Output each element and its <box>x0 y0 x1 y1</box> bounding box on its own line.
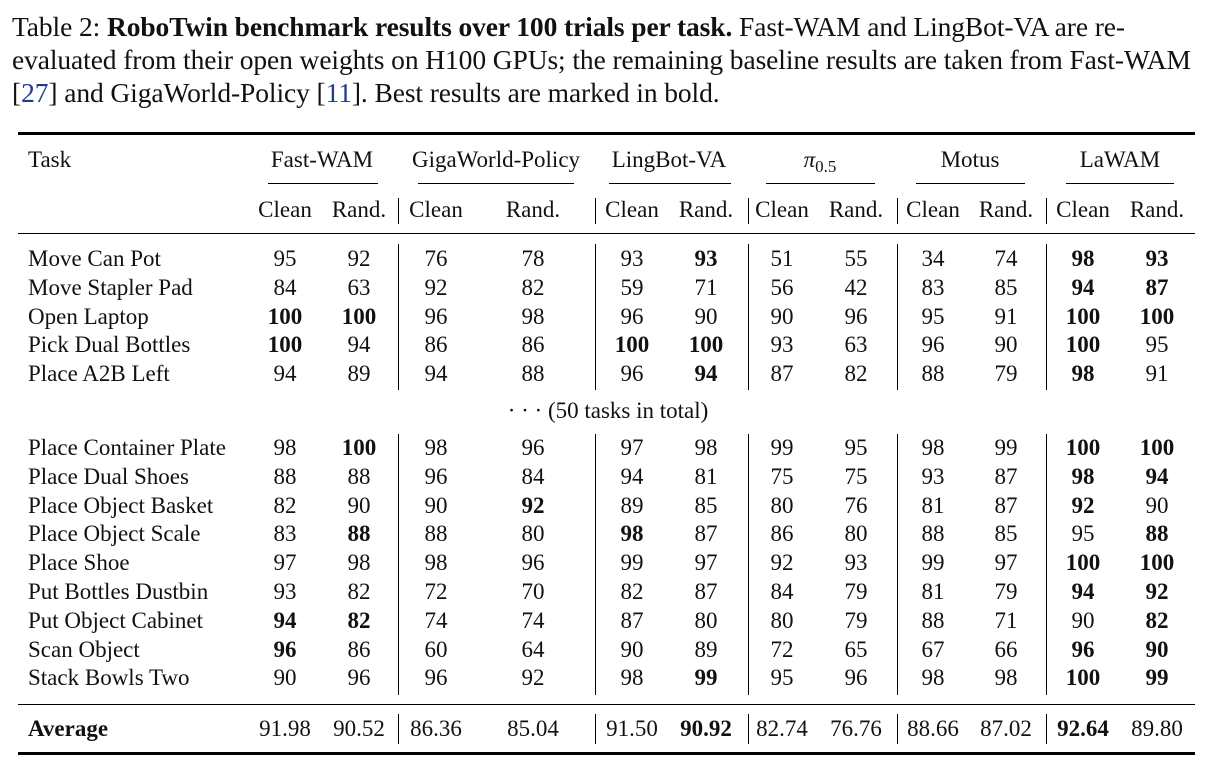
table-cell: 89.80 <box>1131 716 1183 741</box>
table-cell: 90 <box>770 303 794 329</box>
sub-header-rand: Rand. <box>978 197 1034 222</box>
table-cell: 88 <box>921 607 945 633</box>
table-cell: 94 <box>424 361 448 387</box>
table-cell: 80 <box>694 607 718 633</box>
table-cell: 87 <box>1145 274 1169 300</box>
sub-header-rand: Rand. <box>678 197 734 222</box>
table-cell: 100 <box>1065 435 1101 460</box>
column-separator <box>398 198 399 224</box>
table-cell: 79 <box>844 579 868 604</box>
column-separator <box>398 434 399 695</box>
table-cell: 93 <box>1145 246 1169 271</box>
table-cell: 86.36 <box>410 716 462 741</box>
table-cell: 99 <box>994 435 1018 460</box>
table-cell: 93 <box>273 579 297 604</box>
table-cell: 55 <box>844 246 868 271</box>
table-cell: 93 <box>844 550 868 576</box>
table-cell: 98 <box>994 665 1018 691</box>
table-cell: 82.74 <box>756 716 808 741</box>
table-cell: 97 <box>694 550 718 576</box>
table-cell: 90 <box>994 332 1018 358</box>
table-cell: 90 <box>1145 492 1169 518</box>
table-cell: 93 <box>770 332 794 358</box>
table-cell: 74 <box>424 607 448 633</box>
table-row-task: Put Bottles Dustbin <box>28 579 209 604</box>
table-cell: 98 <box>424 435 448 460</box>
table-row-task: Place Container Plate <box>28 435 226 460</box>
table-cell: 64 <box>521 636 545 662</box>
table-cell: 93 <box>620 246 644 271</box>
table-cell: 76.76 <box>830 716 882 741</box>
table-cell: 100 <box>1139 435 1175 460</box>
table-caption <box>12 10 1206 109</box>
table-cell: 85 <box>994 521 1018 547</box>
table-cell: 88 <box>273 463 297 489</box>
table-cell: 76 <box>424 246 448 271</box>
method-header: LaWAM <box>1079 147 1161 172</box>
method-header: Fast-WAM <box>270 147 374 172</box>
table-cell: 92 <box>1145 579 1169 604</box>
table-cell: 96 <box>620 361 644 387</box>
table-cell: 92 <box>521 665 545 691</box>
table-row-task: Open Laptop <box>28 303 149 329</box>
citation-link-11[interactable]: 11 <box>325 77 352 108</box>
table-cell: 99 <box>1145 665 1169 691</box>
table-cell: 88 <box>347 521 371 547</box>
table-cell: 75 <box>844 463 868 489</box>
method-group-rule <box>609 183 731 184</box>
table-cell: 87 <box>694 521 718 547</box>
column-separator <box>748 244 749 390</box>
table-cell: 100 <box>1065 550 1101 576</box>
table-cell: 59 <box>620 274 644 300</box>
table-cell: 98 <box>347 550 371 576</box>
column-separator <box>1046 198 1047 224</box>
method-group-rule <box>766 183 875 184</box>
table-cell: 92 <box>1071 492 1095 518</box>
table-cell: 98 <box>620 521 644 547</box>
column-separator <box>595 244 596 390</box>
table-cell: 89 <box>694 636 718 662</box>
caption-label: Table 2: <box>12 11 101 42</box>
table-cell: 81 <box>921 492 945 518</box>
table-cell: 91.98 <box>259 716 311 741</box>
ellipsis-row: · · · (50 tasks in total) <box>507 398 709 423</box>
table-cell: 96 <box>424 665 448 691</box>
table-cell: 80 <box>770 492 794 518</box>
table-cell: 86 <box>770 521 794 547</box>
column-separator <box>398 714 399 744</box>
table-cell: 99 <box>770 435 794 460</box>
table-cell: 88.66 <box>907 716 959 741</box>
table-cell: 85.04 <box>507 716 559 741</box>
table-cell: 86 <box>424 332 448 358</box>
table-cell: 79 <box>844 607 868 633</box>
method-group-rule <box>418 183 574 184</box>
table-cell: 90 <box>620 636 644 662</box>
table-cell: 94 <box>694 361 718 387</box>
method-header: LingBot-VA <box>611 147 727 172</box>
table-cell: 88 <box>347 463 371 489</box>
table-cell: 99 <box>921 550 945 576</box>
table-cell: 72 <box>770 636 794 662</box>
bottom-rule <box>18 752 1195 755</box>
table-cell: 92 <box>347 246 371 271</box>
sub-header-rand: Rand. <box>331 197 387 222</box>
table-cell: 82 <box>347 579 371 604</box>
table-cell: 98 <box>424 550 448 576</box>
sub-header-clean: Clean <box>755 197 809 222</box>
table-cell: 97 <box>273 550 297 576</box>
table-cell: 95 <box>921 303 945 329</box>
table-cell: 70 <box>521 579 545 604</box>
table-cell: 91.50 <box>606 716 658 741</box>
table-cell: 94 <box>1071 579 1095 604</box>
table-cell: 87 <box>620 607 644 633</box>
table-cell: 90 <box>424 492 448 518</box>
table-cell: 79 <box>994 361 1018 387</box>
table-cell: 84 <box>521 463 545 489</box>
table-cell: 96 <box>424 303 448 329</box>
table-cell: 83 <box>273 521 297 547</box>
table-cell: 92 <box>521 492 545 518</box>
table-row-task: Place Shoe <box>28 550 130 576</box>
table-cell: 80 <box>521 521 545 547</box>
task-column-header: Task <box>28 147 72 172</box>
average-row-task: Average <box>28 716 109 741</box>
table-cell: 94 <box>620 463 644 489</box>
table-cell: 100 <box>1139 550 1175 576</box>
table-cell: 90 <box>694 303 718 329</box>
column-separator <box>398 244 399 390</box>
table-cell: 86 <box>521 332 545 358</box>
table-cell: 84 <box>770 579 794 604</box>
caption-title: RoboTwin benchmark results over 100 trials per task. <box>106 11 733 42</box>
table-cell: 79 <box>994 579 1018 604</box>
table-cell: 82 <box>1145 607 1169 633</box>
column-separator <box>595 714 596 744</box>
table-row-task: Move Stapler Pad <box>28 274 193 300</box>
table-cell: 88 <box>921 361 945 387</box>
table-cell: 96 <box>921 332 945 358</box>
table-cell: 86 <box>347 636 371 662</box>
table-cell: 74 <box>994 246 1018 271</box>
table-row-task: Place Object Basket <box>28 492 214 518</box>
method-group-rule <box>916 183 1025 184</box>
table-cell: 98 <box>1071 246 1095 271</box>
table-cell: 98 <box>620 665 644 691</box>
table-cell: 82 <box>347 607 371 633</box>
table-cell: 91 <box>1145 361 1169 387</box>
table-cell: 96 <box>844 303 868 329</box>
table-cell: 89 <box>620 492 644 518</box>
table-cell: 67 <box>921 636 945 662</box>
table-cell: 92 <box>424 274 448 300</box>
table-cell: 100 <box>614 332 650 358</box>
table-cell: 88 <box>1145 521 1169 547</box>
table-cell: 85 <box>994 274 1018 300</box>
table-cell: 98 <box>1071 361 1095 387</box>
table-cell: 82 <box>620 579 644 604</box>
column-separator <box>1046 244 1047 390</box>
top-rule <box>18 132 1195 135</box>
column-separator <box>748 714 749 744</box>
caption-text-a: Fast-WAM and LingBot-VA are re-evaluated from their open weights on H100 GPUs; the remaining baseline results are taken from Fast-WAM [ <box>12 11 1191 108</box>
table-cell: 94 <box>1145 463 1169 489</box>
method-group-rule <box>268 183 378 184</box>
table-cell: 85 <box>694 492 718 518</box>
method-group-rule <box>1066 183 1174 184</box>
table-cell: 99 <box>694 665 718 691</box>
table-cell: 90.92 <box>680 716 732 741</box>
sub-header-clean: Clean <box>258 197 312 222</box>
sub-header-clean: Clean <box>409 197 463 222</box>
table-cell: 94 <box>273 361 297 387</box>
average-rule <box>18 704 1195 705</box>
column-separator <box>897 714 898 744</box>
table-cell: 80 <box>770 607 794 633</box>
table-cell: 97 <box>620 435 644 460</box>
table-cell: 100 <box>267 332 303 358</box>
table-cell: 71 <box>994 607 1018 633</box>
table-cell: 82 <box>521 274 545 300</box>
table-cell: 95 <box>1145 332 1169 358</box>
table-cell: 87 <box>770 361 794 387</box>
table-cell: 63 <box>347 274 371 300</box>
method-header: Motus <box>940 147 1000 172</box>
table-cell: 84 <box>273 274 297 300</box>
sub-header-clean: Clean <box>906 197 960 222</box>
table-cell: 98 <box>921 665 945 691</box>
column-separator <box>748 198 749 224</box>
table-cell: 96 <box>347 665 371 691</box>
table-row-task: Stack Bowls Two <box>28 665 190 691</box>
table-cell: 42 <box>844 274 868 300</box>
table-cell: 90 <box>1071 607 1095 633</box>
table-cell: 94 <box>1071 274 1095 300</box>
column-separator <box>748 434 749 695</box>
table-cell: 100 <box>688 332 724 358</box>
table-cell: 98 <box>921 435 945 460</box>
table-cell: 81 <box>694 463 718 489</box>
column-separator <box>1046 714 1047 744</box>
table-cell: 98 <box>273 435 297 460</box>
table-cell: 100 <box>1139 303 1175 329</box>
method-header-subscript: 0.5 <box>815 157 837 176</box>
sub-header-rand: Rand. <box>1129 197 1185 222</box>
table-cell: 94 <box>273 607 297 633</box>
method-header-symbol: π <box>803 147 816 172</box>
table-cell: 60 <box>424 636 448 662</box>
sub-header-clean: Clean <box>1056 197 1110 222</box>
table-cell: 72 <box>424 579 448 604</box>
table-cell: 98 <box>694 435 718 460</box>
table-cell: 96 <box>1071 636 1095 662</box>
table-cell: 97 <box>994 550 1018 576</box>
table-cell: 88 <box>921 521 945 547</box>
table-cell: 51 <box>770 246 794 271</box>
method-header <box>804 146 837 176</box>
table-row-task: Put Object Cabinet <box>28 607 204 633</box>
table-cell: 100 <box>267 303 303 329</box>
table-cell: 87 <box>994 492 1018 518</box>
sub-header-clean: Clean <box>605 197 659 222</box>
table-cell: 88 <box>521 361 545 387</box>
table-cell: 87 <box>994 463 1018 489</box>
table-cell: 93 <box>921 463 945 489</box>
table-cell: 96 <box>521 550 545 576</box>
table-row-task: Place Dual Shoes <box>28 463 189 489</box>
table-row-task: Move Can Pot <box>28 246 161 271</box>
table-cell: 98 <box>1071 463 1095 489</box>
table-cell: 95 <box>770 665 794 691</box>
table-row-task: Pick Dual Bottles <box>28 332 191 358</box>
table-cell: 100 <box>1065 665 1101 691</box>
table-cell: 99 <box>620 550 644 576</box>
column-separator <box>897 198 898 224</box>
table-cell: 95 <box>273 246 297 271</box>
table-cell: 66 <box>994 636 1018 662</box>
column-separator <box>1046 434 1047 695</box>
header-rule <box>18 233 1195 234</box>
table-cell: 65 <box>844 636 868 662</box>
table-cell: 83 <box>921 274 945 300</box>
method-header: GigaWorld-Policy <box>411 147 581 172</box>
table-cell: 76 <box>844 492 868 518</box>
table-cell: 96 <box>273 636 297 662</box>
citation-link-27[interactable]: 27 <box>21 77 49 108</box>
table-cell: 78 <box>521 246 545 271</box>
table-cell: 80 <box>844 521 868 547</box>
column-separator <box>595 434 596 695</box>
table-row-task: Scan Object <box>28 636 140 662</box>
table-cell: 91 <box>994 303 1018 329</box>
table-cell: 87.02 <box>980 716 1032 741</box>
sub-header-rand: Rand. <box>505 197 561 222</box>
table-cell: 81 <box>921 579 945 604</box>
table-cell: 92 <box>770 550 794 576</box>
table-cell: 93 <box>694 246 718 271</box>
table-cell: 90 <box>347 492 371 518</box>
table-cell: 96 <box>424 463 448 489</box>
table-cell: 56 <box>770 274 794 300</box>
table-cell: 63 <box>844 332 868 358</box>
column-separator <box>595 198 596 224</box>
table-cell: 96 <box>521 435 545 460</box>
table-cell: 71 <box>694 274 718 300</box>
table-cell: 95 <box>844 435 868 460</box>
table-cell: 74 <box>521 607 545 633</box>
table-cell: 90 <box>1145 636 1169 662</box>
table-cell: 75 <box>770 463 794 489</box>
caption-text-c: ]. Best results are marked in bold. <box>351 77 720 108</box>
table-cell: 95 <box>1071 521 1095 547</box>
table-cell: 100 <box>1065 303 1101 329</box>
table-cell: 96 <box>620 303 644 329</box>
table-cell: 96 <box>844 665 868 691</box>
table-cell: 90.52 <box>333 716 385 741</box>
table-cell: 100 <box>341 435 377 460</box>
table-cell: 88 <box>424 521 448 547</box>
table-cell: 94 <box>347 332 371 358</box>
table-cell: 87 <box>694 579 718 604</box>
table-cell: 100 <box>341 303 377 329</box>
sub-header-rand: Rand. <box>828 197 884 222</box>
table-cell: 90 <box>273 665 297 691</box>
table-row-task: Place A2B Left <box>28 361 170 387</box>
column-separator <box>897 434 898 695</box>
table-cell: 98 <box>521 303 545 329</box>
column-separator <box>897 244 898 390</box>
table-cell: 34 <box>921 246 945 271</box>
table-cell: 89 <box>347 361 371 387</box>
table-row-task: Place Object Scale <box>28 521 201 547</box>
table-cell: 82 <box>844 361 868 387</box>
table-cell: 82 <box>273 492 297 518</box>
caption-text-b: ] and GigaWorld-Policy [ <box>48 77 326 108</box>
table-cell: 92.64 <box>1057 716 1109 741</box>
table-cell: 100 <box>1065 332 1101 358</box>
